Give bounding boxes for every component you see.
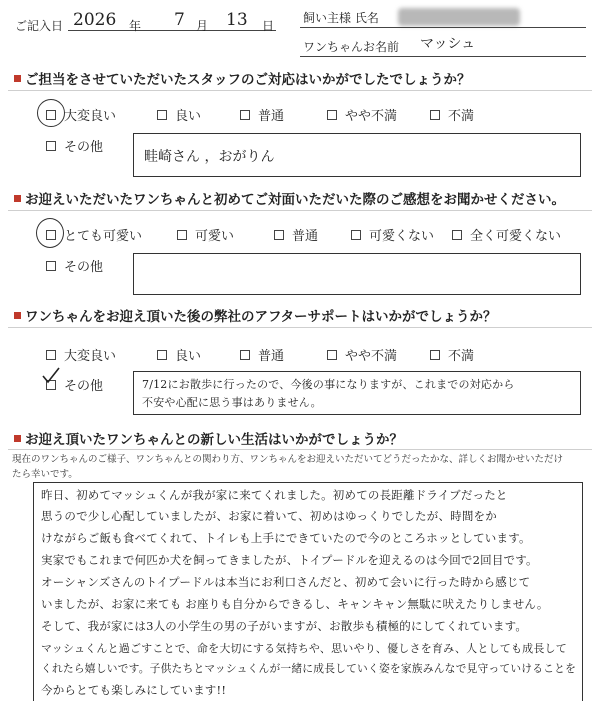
checkbox[interactable] (157, 110, 167, 120)
q3-other-text-line-2: 不安や心配に思う事はありません。 (142, 396, 322, 409)
owner-name-redacted (398, 8, 520, 26)
q4-intro (12, 452, 592, 482)
q2-other-textbox[interactable] (133, 253, 581, 295)
q3-option-4[interactable]: やや不満 (327, 345, 397, 364)
checkbox[interactable] (46, 350, 56, 360)
q4-intro-line-2: たら幸いです。 (12, 469, 78, 480)
day-label: 日 (262, 19, 275, 33)
q4-answer-line-10: 今からとても楽しみにしています!! (41, 683, 227, 697)
question-1: ご担当をさせていただいたスタッフのご対応はいかがでしたでしょうか？ (14, 68, 471, 88)
dog-name-underline (300, 56, 586, 57)
owner-name-underline (300, 27, 586, 28)
q1-option-5[interactable]: 不満 (430, 105, 474, 124)
checkbox[interactable] (157, 350, 167, 360)
q2-option-1[interactable]: とても可愛い (46, 225, 142, 244)
checkbox[interactable] (351, 230, 361, 240)
checkbox[interactable] (274, 230, 284, 240)
checkbox[interactable] (240, 110, 250, 120)
year-value: 2026 (73, 10, 117, 30)
q4-answer-line-2: 思うので少し心配していましたが、お家に着いて、初めはゆっくりでしたが、時間をか (41, 509, 497, 523)
checkbox[interactable] (46, 261, 56, 271)
checkbox[interactable] (46, 141, 56, 151)
q4-answer-line-6: いましたが、お家に来ても お座りも自分からできるし、キャンキャン無駄に吠えたりしません。 (41, 597, 549, 611)
check-mark-icon (40, 366, 62, 386)
q2-option-2[interactable]: 可愛い (177, 225, 234, 244)
day-value: 13 (226, 10, 248, 30)
dog-name-label: ワンちゃんお名前 (303, 40, 400, 54)
question-2: お迎えいただいたワンちゃんと初めてご対面いただいた際のご感想をお聞かせください。 (14, 188, 565, 208)
q2-option-4[interactable]: 可愛くない (351, 225, 434, 244)
q4-answer-line-8: マッシュくんと過ごすことで、命を大切にする気持ちや、思いやり、優しさを育み、人としても成長して (41, 642, 567, 655)
q1-option-other[interactable]: その他 (46, 136, 103, 155)
year-label: 年 (129, 19, 142, 33)
q2-option-5[interactable]: 全く可愛くない (452, 225, 561, 244)
q3-option-2[interactable]: 良い (157, 345, 201, 364)
q3-option-3[interactable]: 普通 (240, 345, 284, 364)
q3-other-text-line-1: 7/12にお散歩に行ったので、今後の事になりますが、これまでの対応から (142, 378, 515, 391)
month-label: 月 (196, 19, 209, 33)
q3-option-1[interactable]: 大変良い (46, 345, 116, 364)
q4-answer-line-3: けながらご飯も食べてくれて、トイレも上手にできていたので今のところホッとしています。 (41, 531, 531, 545)
date-label: ご記入日 (15, 19, 64, 33)
q2-option-other[interactable]: その他 (46, 256, 103, 275)
divider (8, 327, 592, 328)
q1-option-2[interactable]: 良い (157, 105, 201, 124)
q4-answer-line-9: くれたら嬉しいです。子供たちとマッシュくんが一緒に成長していく姿を家族みんなで見守っていけることを (41, 662, 577, 675)
checkbox[interactable] (240, 350, 250, 360)
question-3: ワンちゃんをお迎え頂いた後の弊社のアフターサポートはいかがでしょうか？ (14, 305, 497, 325)
q4-answer-line-7: そして、我が家には3人の小学生の男の子がいますが、お散歩も積極的にしてくれています。 (41, 619, 528, 633)
checkbox[interactable] (327, 350, 337, 360)
q1-option-4[interactable]: やや不満 (327, 105, 397, 124)
q4-answer-line-5: オーシャンズさんのトイプードルは本当にお利口さんだと、初めて会いに行った時から感じて (41, 575, 531, 589)
q1-option-1[interactable]: 大変良い (46, 105, 116, 124)
q4-answer-line-4: 実家でもこれまで何匹か犬を飼ってきましたが、トイプードルを迎えるのは今回で2回目です。 (41, 553, 538, 567)
owner-name-label: 飼い主様 氏名 (303, 11, 379, 25)
q1-other-textbox[interactable] (133, 133, 581, 177)
divider (8, 449, 592, 450)
q1-other-text: 畦崎さん ，おがりん (144, 149, 275, 165)
q3-other-textbox[interactable] (133, 371, 581, 415)
month-value: 7 (174, 10, 185, 30)
checkbox[interactable] (430, 110, 440, 120)
q1-option-3[interactable]: 普通 (240, 105, 284, 124)
checkbox[interactable] (46, 230, 56, 240)
q2-option-3[interactable]: 普通 (274, 225, 318, 244)
q3-option-other[interactable]: その他 (46, 375, 103, 394)
q4-intro-line-1: 現在のワンちゃんのご様子、ワンちゃんとの関わり方、ワンちゃんをお迎えいただいてどうだったかな、詳しくお聞かせいただけ (12, 454, 564, 465)
date-underline (68, 30, 276, 31)
divider (8, 210, 592, 211)
q3-option-5[interactable]: 不満 (430, 345, 474, 364)
checkbox[interactable] (452, 230, 462, 240)
divider (8, 90, 592, 91)
checkbox[interactable] (177, 230, 187, 240)
checkbox[interactable] (327, 110, 337, 120)
dog-name-value: マッシュ (420, 36, 476, 52)
checkbox[interactable] (46, 110, 56, 120)
question-4: お迎え頂いたワンちゃんとの新しい生活はいかがでしょうか？ (14, 428, 403, 448)
q4-answer-line-1: 昨日、初めてマッシュくんが我が家に来てくれました。初めての長距離ドライブだったと (41, 488, 508, 502)
checkbox[interactable] (430, 350, 440, 360)
